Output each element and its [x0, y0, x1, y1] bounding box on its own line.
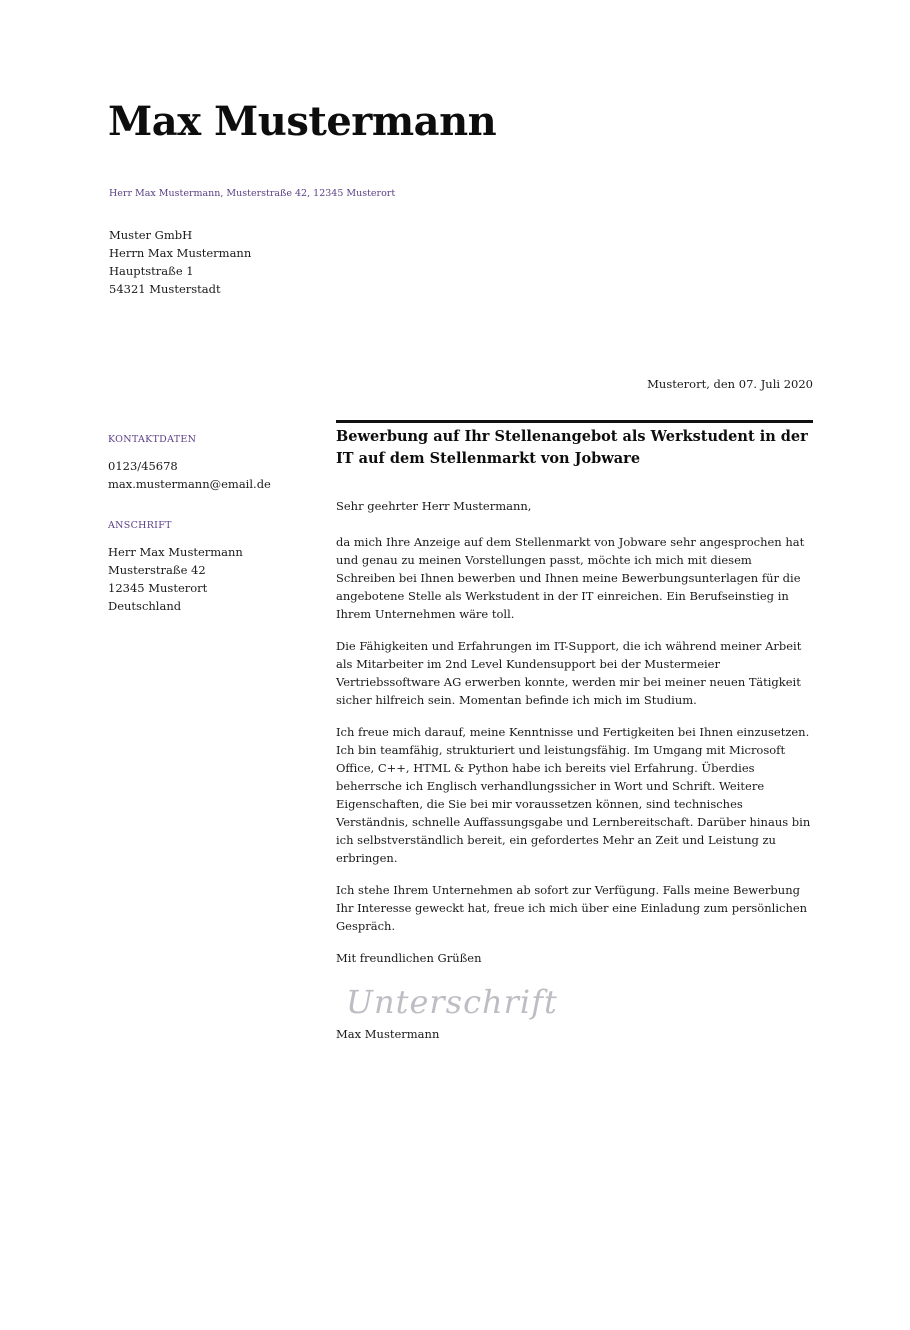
signature-image: Unterschrift [346, 983, 558, 1021]
paragraph-4: Ich stehe Ihrem Unternehmen ab sofort zur Verfügung. Falls meine Bewerbung Ihr Interesse geweckt hat, freue ich mich über eine Einladung zum persönlichen Gespräch. [336, 883, 808, 933]
recipient-city: 54321 Musterstadt [109, 282, 221, 296]
recipient-person: Herrn Max Mustermann [109, 246, 252, 260]
signed-name: Max Mustermann [336, 1027, 440, 1041]
address-city: 12345 Musterort [108, 581, 208, 595]
contact-details [108, 457, 308, 493]
subject-divider [336, 420, 813, 423]
address-block [108, 519, 308, 615]
address-label: ANSCHRIFT [108, 520, 172, 531]
salutation: Sehr geehrter Herr Mustermann, [336, 499, 532, 513]
recipient-company: Muster GmbH [109, 228, 193, 242]
letter-body [336, 420, 813, 1043]
address-name: Herr Max Mustermann [108, 545, 243, 559]
contact-email: max.mustermann@email.de [108, 477, 271, 491]
applicant-name: Max Mustermann [108, 98, 497, 145]
letter-subject: Bewerbung auf Ihr Stellenangebot als Werkstudent in der IT auf dem Stellenmarkt von Jobware [336, 428, 808, 467]
contact-block [108, 433, 308, 493]
paragraph-3: Ich freue mich darauf, meine Kenntnisse und Fertigkeiten bei Ihnen einzusetzen. Ich bin teamfähig, strukturiert und leistungsfähig. Im Umgang mit Microsoft Office, C++, HTML & Python habe ich bereits viel Erfahrung. Überdies beherrsche ich Englisch verhandlungssicher in Wort und Schrift. Weitere Eigenschaften, die Sie bei mir voraussetzen können, sind technisches Verständnis, schnelle Auffassungsgabe und Lernbereitschaft. Darüber hinaus bin ich selbstverständlich bereit, ein gefordertes Mehr an Zeit und Leistung zu erbringen. [336, 725, 811, 865]
address-country: Deutschland [108, 599, 182, 613]
paragraph-2: Die Fähigkeiten und Erfahrungen im IT-Support, die ich während meiner Arbeit als Mitarbeiter im 2nd Level Kundensupport bei der Mustermeier Vertriebssoftware AG erwerben konnte, werden mir bei meiner neuen Tätigkeit sicher hilfreich sein. Momentan befinde ich mich im Studium. [336, 639, 802, 707]
sidebar [108, 433, 308, 615]
paragraph-1: da mich Ihre Anzeige auf dem Stellenmarkt von Jobware sehr angesprochen hat und genau zu meinen Vorstellungen passt, möchte ich mich mit diesem Schreiben bei Ihnen bewerben und Ihnen meine Bewerbungsunterlagen für die angebotene Stelle als Werkstudent in der IT einreichen. Ein Berufseinstieg in Ihrem Unternehmen wäre toll. [336, 535, 805, 621]
address-street: Musterstraße 42 [108, 563, 206, 577]
address-details [108, 543, 308, 615]
sender-address-line: Herr Max Mustermann, Musterstraße 42, 12345 Musterort [109, 188, 396, 199]
contact-label: KONTAKTDATEN [108, 434, 197, 445]
recipient-address [109, 226, 251, 298]
recipient-street: Hauptstraße 1 [109, 264, 194, 278]
letter-date: Musterort, den 07. Juli 2020 [647, 377, 813, 391]
closing-greeting: Mit freundlichen Grüßen [336, 951, 482, 965]
contact-phone: 0123/45678 [108, 459, 178, 473]
